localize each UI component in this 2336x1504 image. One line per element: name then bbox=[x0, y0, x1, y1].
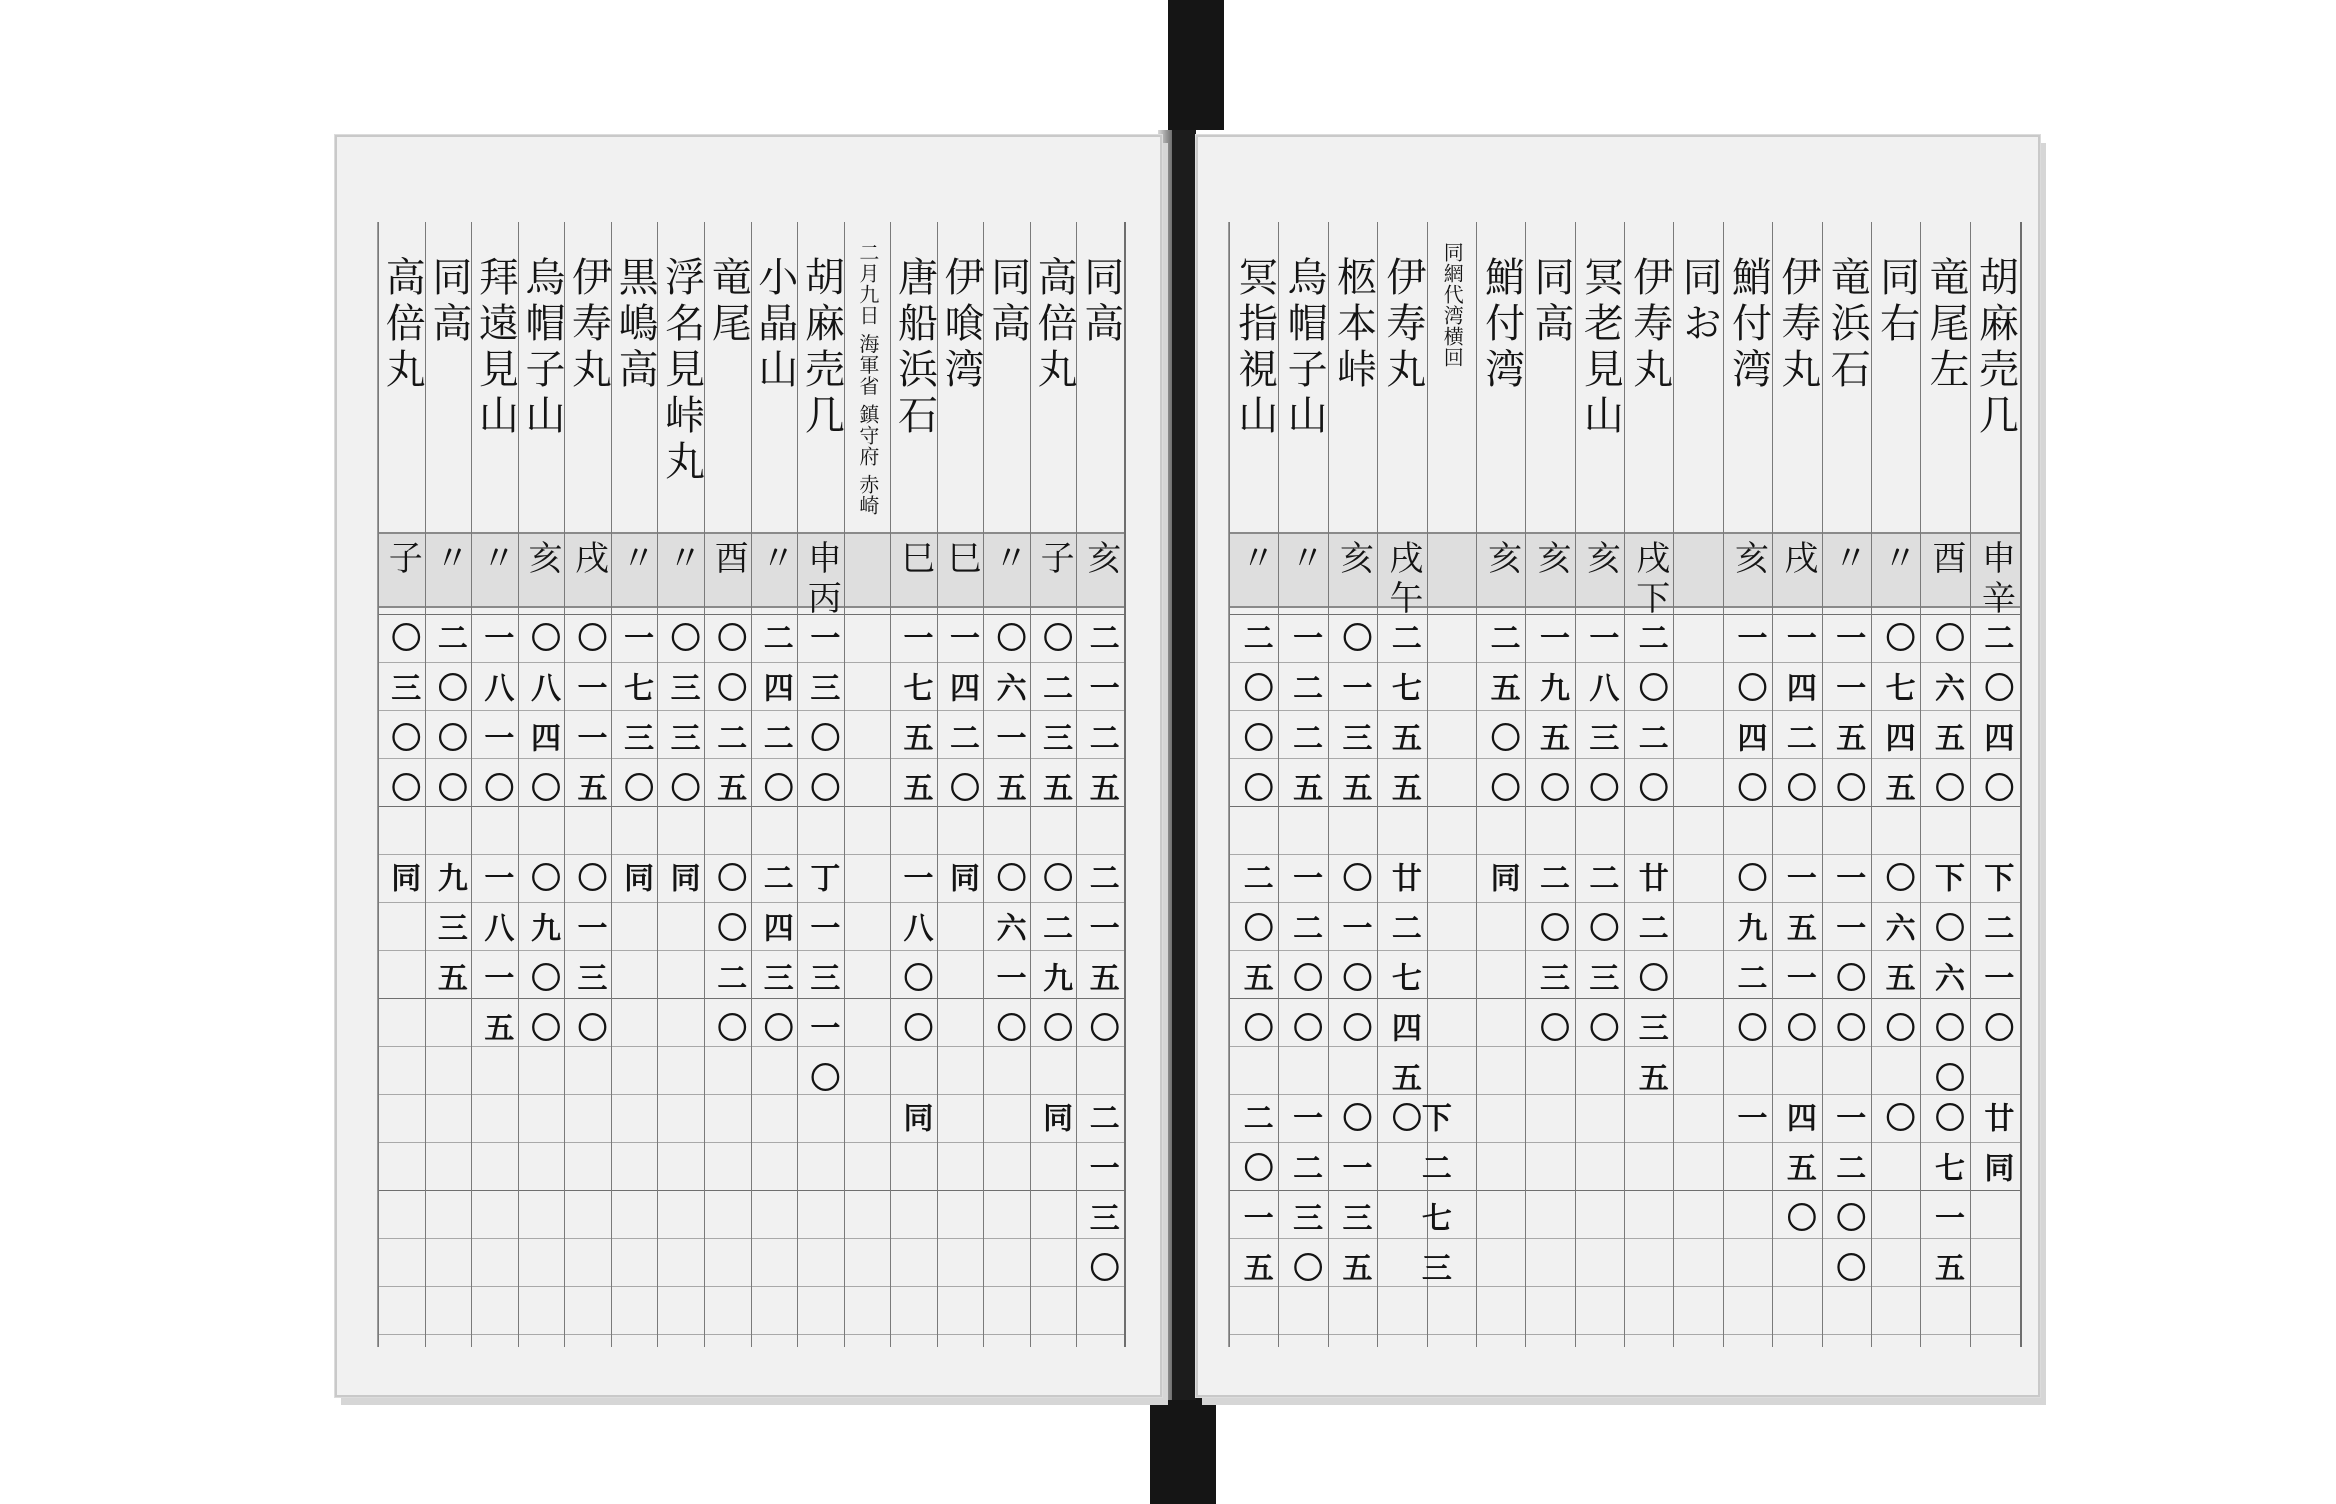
station-label: 同右 bbox=[1873, 256, 1920, 348]
time-entry: 〇一三〇 bbox=[571, 862, 607, 1062]
time-entry: 丁一三一〇 bbox=[804, 862, 840, 1112]
station-label: 同高 bbox=[425, 256, 472, 348]
book-spine bbox=[1172, 130, 1196, 1400]
time-entry: 一二〇〇 bbox=[1830, 1102, 1866, 1302]
time-entry: 一一〇〇 bbox=[1830, 862, 1866, 1062]
zodiac-sign: 亥 bbox=[521, 540, 562, 580]
station-label: 竜尾左 bbox=[1922, 256, 1969, 394]
zodiac-sign: 〃 bbox=[475, 540, 516, 580]
zodiac-sign: 亥 bbox=[1481, 540, 1522, 580]
time-entry: 一八三〇 bbox=[1583, 622, 1619, 822]
time-entry: 二四二〇 bbox=[757, 622, 793, 822]
time-entry: 二〇三〇 bbox=[1583, 862, 1619, 1062]
station-label: 同高 bbox=[984, 256, 1031, 348]
time-entry: 〇一三五 bbox=[1336, 1102, 1372, 1302]
time-entry: 同 bbox=[897, 1102, 933, 1152]
station-label: 竜尾 bbox=[705, 256, 752, 348]
station-label: 鮹付湾 bbox=[1478, 256, 1525, 394]
zodiac-sign: 〃 bbox=[1234, 540, 1275, 580]
time-entry: 廿同 bbox=[1978, 1102, 2014, 1202]
time-entry: 二〇三〇 bbox=[1533, 862, 1569, 1062]
time-entry: 九三五 bbox=[431, 862, 467, 1012]
zodiac-sign: 子 bbox=[382, 540, 423, 580]
station-label: 高倍丸 bbox=[1031, 256, 1078, 394]
zodiac-sign: 〃 bbox=[615, 540, 656, 580]
time-entry: 二〇一五 bbox=[1237, 1102, 1273, 1302]
time-entry: 同 bbox=[385, 862, 421, 912]
zodiac-sign: 戌下 bbox=[1629, 540, 1670, 620]
time-entry: 一八一〇 bbox=[478, 622, 514, 822]
zodiac-sign: 巳 bbox=[894, 540, 935, 580]
time-entry: 〇六一〇 bbox=[990, 862, 1026, 1062]
station-label: 胡麻売几 bbox=[1972, 256, 2019, 440]
station-label: 烏帽子山 bbox=[1281, 256, 1328, 440]
time-entry: 一 bbox=[1731, 1102, 1767, 1152]
time-entry: 一二二五 bbox=[1287, 622, 1323, 822]
ledger-column bbox=[1673, 222, 1723, 1347]
zodiac-sign: 亥 bbox=[1080, 540, 1121, 580]
time-entry: 〇六五〇 bbox=[1879, 862, 1915, 1062]
left-page-grid bbox=[377, 222, 1126, 1347]
time-entry: 二〇〇〇 bbox=[431, 622, 467, 822]
zodiac-sign: 戌 bbox=[568, 540, 609, 580]
time-entry: 〇六五〇 bbox=[1928, 622, 1964, 822]
zodiac-sign: 亥 bbox=[1728, 540, 1769, 580]
zodiac-sign: 戌午 bbox=[1382, 540, 1423, 620]
time-entry: 〇七四五 bbox=[1879, 622, 1915, 822]
station-label: 冥指視山 bbox=[1231, 256, 1278, 440]
time-entry: 一〇四〇 bbox=[1731, 622, 1767, 822]
time-entry: 〇一〇〇 bbox=[1336, 862, 1372, 1062]
time-entry: 〇九〇〇 bbox=[524, 862, 560, 1062]
station-label: 同高 bbox=[1077, 256, 1124, 348]
station-label: 伊寿丸 bbox=[1774, 256, 1821, 394]
time-entry: 一五一〇 bbox=[1780, 862, 1816, 1062]
left-page bbox=[335, 135, 1162, 1397]
station-label: 二月九日 海軍省 鎮守府 赤崎 bbox=[855, 242, 880, 517]
time-entry: 一二三〇 bbox=[1287, 1102, 1323, 1302]
time-entry: 二〇四〇 bbox=[1978, 622, 2014, 822]
station-label: 同お bbox=[1676, 256, 1723, 348]
time-entry: 廿二七四五 bbox=[1385, 862, 1421, 1112]
zodiac-sign: 〃 bbox=[1876, 540, 1917, 580]
time-entry: 同 bbox=[944, 862, 980, 912]
time-entry: 一四二〇 bbox=[1780, 622, 1816, 822]
station-label: 伊寿丸 bbox=[1379, 256, 1426, 394]
time-entry: 〇〇二五 bbox=[711, 622, 747, 822]
time-entry: 〇〇二〇 bbox=[711, 862, 747, 1062]
time-entry: 一九五〇 bbox=[1533, 622, 1569, 822]
station-label: 伊寿丸 bbox=[1626, 256, 1673, 394]
time-entry: 二四三〇 bbox=[757, 862, 793, 1062]
station-label: 同高 bbox=[1527, 256, 1574, 348]
time-entry: 〇二九〇 bbox=[1037, 862, 1073, 1062]
zodiac-sign: 〃 bbox=[754, 540, 795, 580]
time-entry: 同 bbox=[618, 862, 654, 912]
station-label: 伊寿丸 bbox=[565, 256, 612, 394]
station-label: 小晶山 bbox=[751, 256, 798, 394]
zodiac-sign: 〃 bbox=[1827, 540, 1868, 580]
station-label: 胡麻売几 bbox=[798, 256, 845, 440]
zodiac-sign: 申丙 bbox=[801, 540, 842, 620]
time-entry: 〇一一五 bbox=[571, 622, 607, 822]
zodiac-sign: 巳 bbox=[941, 540, 982, 580]
zodiac-sign: 戌 bbox=[1777, 540, 1818, 580]
right-page bbox=[1196, 135, 2040, 1397]
time-entry: 〇八四〇 bbox=[524, 622, 560, 822]
right-page-grid bbox=[1228, 222, 2022, 1347]
time-entry: 二一二五 bbox=[1083, 622, 1119, 822]
time-entry: 〇二三五 bbox=[1037, 622, 1073, 822]
time-entry: 一二〇〇 bbox=[1287, 862, 1323, 1062]
time-entry: 一四二〇 bbox=[944, 622, 980, 822]
station-label: 唐船浜石 bbox=[891, 256, 938, 440]
time-entry: 〇七一五 bbox=[1928, 1102, 1964, 1302]
time-entry: 二五〇〇 bbox=[1484, 622, 1520, 822]
zodiac-sign: 〃 bbox=[428, 540, 469, 580]
time-entry: 二七五五 bbox=[1385, 622, 1421, 822]
binding-strip-top bbox=[1168, 0, 1224, 130]
station-label: 拜遠見山 bbox=[472, 256, 519, 440]
station-label: 高倍丸 bbox=[379, 256, 426, 394]
time-entry: 一七三〇 bbox=[618, 622, 654, 822]
time-entry: 一八一五 bbox=[478, 862, 514, 1062]
time-entry: 二〇二〇 bbox=[1632, 622, 1668, 822]
zodiac-sign: 亥 bbox=[1580, 540, 1621, 580]
station-label: 伊喰湾 bbox=[938, 256, 985, 394]
time-entry: 一三〇〇 bbox=[804, 622, 840, 822]
time-entry: 同 bbox=[664, 862, 700, 912]
zodiac-sign: 酉 bbox=[708, 540, 749, 580]
time-entry: 〇一三五 bbox=[1336, 622, 1372, 822]
time-entry: 同 bbox=[1484, 862, 1520, 912]
time-entry: 下二七三〇 bbox=[1385, 1102, 1451, 1302]
zodiac-sign: 亥 bbox=[1333, 540, 1374, 580]
time-entry: 二〇〇〇 bbox=[1237, 622, 1273, 822]
station-label: 竜浜石 bbox=[1824, 256, 1871, 394]
time-entry: 下二一〇 bbox=[1978, 862, 2014, 1062]
time-entry: 〇三三〇 bbox=[664, 622, 700, 822]
station-label: 烏帽子山 bbox=[518, 256, 565, 440]
zodiac-sign: 〃 bbox=[987, 540, 1028, 580]
time-entry: 同 bbox=[1037, 1102, 1073, 1152]
zodiac-sign: 子 bbox=[1034, 540, 1075, 580]
station-label: 同網代湾横回 bbox=[1440, 242, 1465, 368]
zodiac-sign: 申辛 bbox=[1975, 540, 2016, 620]
station-label: 浮名見峠丸 bbox=[658, 256, 705, 486]
time-entry: 〇三〇〇 bbox=[385, 622, 421, 822]
station-label: 黒嶋高 bbox=[612, 256, 659, 394]
time-entry: 二一五〇 bbox=[1083, 862, 1119, 1062]
zodiac-sign: 〃 bbox=[661, 540, 702, 580]
time-entry: 〇 bbox=[1879, 1102, 1915, 1152]
time-entry: 四五〇 bbox=[1780, 1102, 1816, 1252]
time-entry: 二一三〇 bbox=[1083, 1102, 1119, 1302]
zodiac-sign: 亥 bbox=[1530, 540, 1571, 580]
time-entry: 〇九二〇 bbox=[1731, 862, 1767, 1062]
time-entry: 一一五〇 bbox=[1830, 622, 1866, 822]
station-label: 冥老見山 bbox=[1577, 256, 1624, 440]
time-entry: 下〇六〇〇 bbox=[1928, 862, 1964, 1112]
zodiac-sign: 〃 bbox=[1284, 540, 1325, 580]
time-entry: 一七五五 bbox=[897, 622, 933, 822]
station-label: 鮹付湾 bbox=[1725, 256, 1772, 394]
time-entry: 廿二〇三五 bbox=[1632, 862, 1668, 1112]
station-label: 柩本峠 bbox=[1330, 256, 1377, 394]
zodiac-sign: 酉 bbox=[1925, 540, 1966, 580]
time-entry: 〇六一五 bbox=[990, 622, 1026, 822]
time-entry: 二〇五〇 bbox=[1237, 862, 1273, 1062]
time-entry: 一八〇〇 bbox=[897, 862, 933, 1062]
